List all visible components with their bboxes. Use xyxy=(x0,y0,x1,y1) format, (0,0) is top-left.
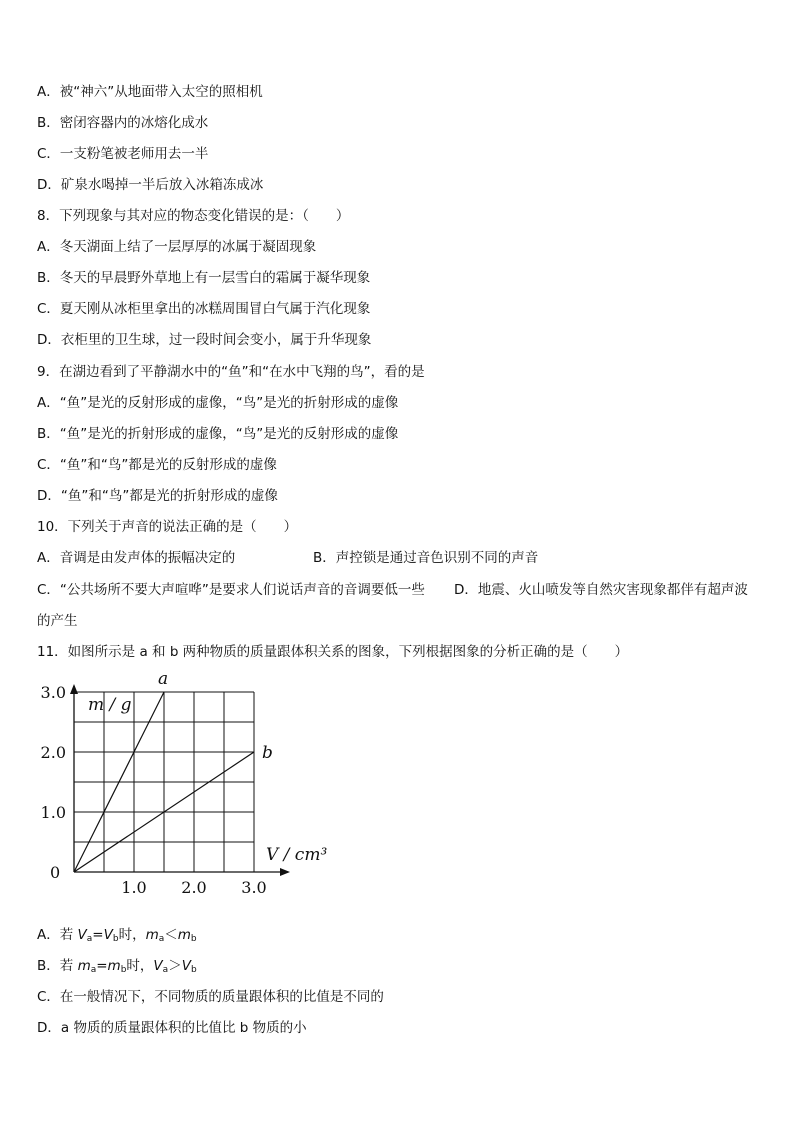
y-axis-title: m / g xyxy=(88,695,132,715)
chart-grid xyxy=(74,692,254,872)
q8-stem: 8．下列现象与其对应的物态变化错误的是：（ ） xyxy=(37,208,350,224)
q9-option-c: C．“鱼”和“鸟”都是光的反射形成的虚像 xyxy=(37,457,277,473)
q7-option-c: C．一支粉笔被老师用去一半 xyxy=(37,146,209,162)
q8-option-c: C．夏天刚从冰柜里拿出的冰糕周围冒白气属于汽化现象 xyxy=(37,301,371,317)
mass-volume-chart xyxy=(30,669,330,910)
q10-stem: 10．下列关于声音的说法正确的是（ ） xyxy=(37,519,298,535)
q7-option-b: B．密闭容器内的冰熔化成水 xyxy=(37,115,209,131)
var-mb: m xyxy=(107,958,121,974)
var-ma: m xyxy=(145,927,159,943)
q10-option-a: A．音调是由发声体的振幅决定的 xyxy=(37,550,236,566)
chart-labels xyxy=(41,669,328,897)
q7-option-d: D．矿泉水喝掉一半后放入冰箱冻成冰 xyxy=(37,177,264,193)
origin-label: 0 xyxy=(50,863,61,882)
var-mb: m xyxy=(177,927,191,943)
q8-option-d: D．衣柜里的卫生球，过一段时间会变小，属于升华现象 xyxy=(37,332,372,348)
var-vb: V xyxy=(181,958,191,974)
q11-option-c: C．在一般情况下，不同物质的质量跟体积的比值是不同的 xyxy=(37,989,384,1005)
q8-option-b: B．冬天的早晨野外草地上有一层雪白的霜属于凝华现象 xyxy=(37,270,371,286)
y-tick-label: 2.0 xyxy=(40,743,66,762)
var-ma: m xyxy=(77,958,91,974)
x-axis-title: V / cm³ xyxy=(266,845,328,865)
series-label-b: b xyxy=(262,743,273,763)
y-axis-arrow xyxy=(70,684,78,694)
y-tick-label: 1.0 xyxy=(40,803,66,822)
x-tick-label: 2.0 xyxy=(181,878,207,897)
q11-option-d: D．a 物质的质量跟体积的比值比 b 物质的小 xyxy=(37,1020,307,1036)
y-tick-label: 3.0 xyxy=(40,683,66,702)
q8-option-a: A．冬天湖面上结了一层厚厚的冰属于凝固现象 xyxy=(37,239,317,255)
q11-option-b-prefix: B．若 xyxy=(37,958,78,974)
q9-option-b: B．“鱼”是光的折射形成的虚像，“鸟”是光的反射形成的虚像 xyxy=(37,426,399,442)
q10-option-b: B．声控锁是通过音色识别不同的声音 xyxy=(313,550,539,566)
var-va: V xyxy=(153,958,163,974)
q10-option-d: D．地震、火山喷发等自然灾害现象都伴有超声波 xyxy=(454,582,748,598)
x-tick-label: 1.0 xyxy=(121,878,147,897)
x-tick-label: 3.0 xyxy=(241,878,267,897)
var-vb: V xyxy=(103,927,113,943)
q11-option-b-mid: 时， xyxy=(126,958,154,974)
q9-stem: 9．在湖边看到了平静湖水中的“鱼”和“在水中飞翔的鸟”，看的是 xyxy=(37,364,425,380)
q9-option-a: A．“鱼”是光的反射形成的虚像，“鸟”是光的折射形成的虚像 xyxy=(37,395,399,411)
q11-option-a-mid: 时， xyxy=(118,927,146,943)
q11-option-a-prefix: A．若 xyxy=(37,927,78,943)
x-axis-arrow xyxy=(280,868,290,876)
q9-option-d: D．“鱼”和“鸟”都是光的折射形成的虚像 xyxy=(37,488,278,504)
var-va: V xyxy=(77,927,87,943)
q10-option-c: C．“公共场所不要大声喧哗”是要求人们说话声音的音调要低一些 xyxy=(37,582,425,598)
q11-option-a: A．若 $V_a=V_b$时，$m_a<m_b$ xyxy=(37,927,197,944)
series-label-a: a xyxy=(158,669,169,689)
q7-option-a: A．被“神六”从地面带入太空的照相机 xyxy=(37,84,263,100)
q10-option-d-tail: 的产生 xyxy=(37,613,78,629)
q11-stem: 11．如图所示是 a 和 b 两种物质的质量跟体积关系的图象，下列根据图象的分析正确的是（ ） xyxy=(37,644,629,660)
q11-option-b: B．若 $m_a=m_b$时，$V_a>V_b$ xyxy=(37,958,197,975)
